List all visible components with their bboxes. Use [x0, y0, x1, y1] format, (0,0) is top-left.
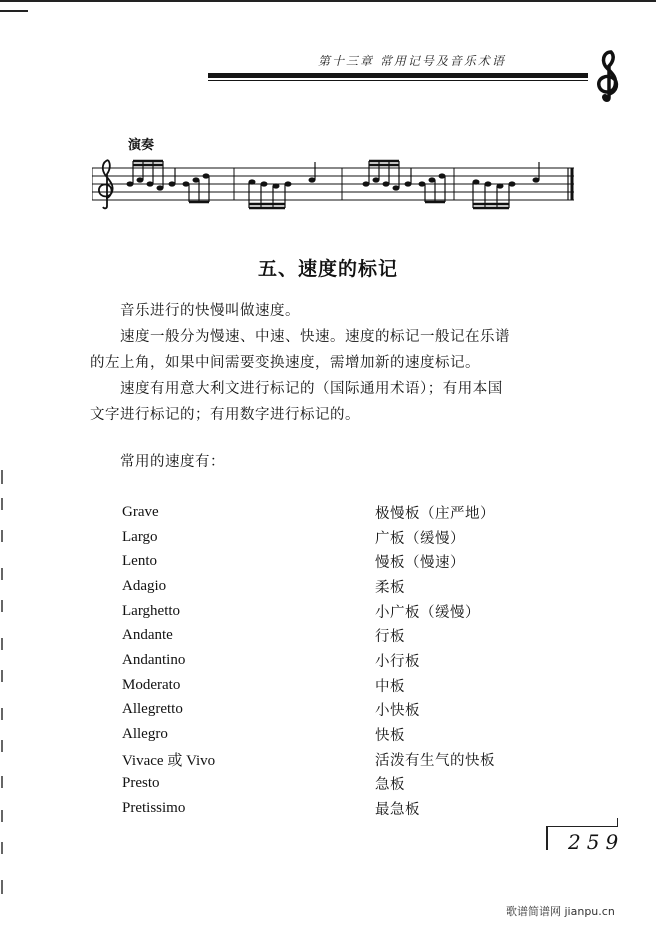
header-bar-thin [208, 80, 588, 81]
watermark: 歌谱简谱网 jianpu.cn [506, 905, 615, 918]
paragraph-line: 音乐进行的快慢叫做速度。 [120, 303, 300, 319]
tempo-term: Allegro [122, 726, 168, 743]
section-heading: 五、速度的标记 [257, 258, 398, 280]
tempo-meaning: 行板 [375, 629, 405, 646]
paragraph-line: 常用的速度有： [120, 454, 225, 470]
tempo-meaning: 极慢板（庄严地） [375, 505, 495, 522]
tempo-term: Presto [122, 775, 160, 792]
tempo-term: Allegretto [122, 701, 183, 718]
example-label: 演奏 [128, 138, 155, 153]
tempo-row [122, 500, 552, 525]
paragraph-line: 的左上角，如果中间需要变换速度，需增加新的速度标记。 [90, 355, 480, 371]
tempo-meaning: 最急板 [375, 802, 420, 819]
tempo-row [122, 722, 552, 747]
tempo-row [122, 549, 552, 574]
chapter-title: 第十三章 常用记号及音乐术语 [318, 54, 506, 68]
tempo-row [122, 574, 552, 599]
paragraph-2 [90, 324, 612, 376]
top-rule [0, 0, 656, 2]
tempo-meaning: 慢板（慢速） [375, 555, 465, 572]
tempo-meaning: 急板 [375, 777, 405, 794]
tempo-term: Pretissimo [122, 800, 186, 817]
tempo-row [122, 772, 552, 797]
paragraph-line: 文字进行标记的；有用数字进行标记的。 [90, 407, 360, 423]
tempo-row [122, 623, 552, 648]
tempo-meaning: 小行板 [375, 653, 420, 670]
page-number-bracket-side [546, 826, 548, 850]
tempo-meaning: 小广板（缓慢） [375, 604, 480, 621]
tempo-term: Grave [122, 503, 159, 520]
tempo-term: Largo [122, 528, 158, 545]
tempo-term: Moderato [122, 676, 181, 693]
binding-margin-marks [0, 470, 6, 910]
paragraph-3 [90, 376, 612, 428]
tempo-row [122, 525, 552, 550]
tempo-row [122, 698, 552, 723]
header-bar [208, 73, 588, 78]
top-corner-mark [0, 10, 28, 12]
page-number-bracket [546, 826, 618, 827]
tempo-term: Larghetto [122, 602, 181, 619]
treble-clef-logo-icon [585, 48, 633, 102]
tempo-row [122, 599, 552, 624]
tempo-row [122, 673, 552, 698]
paragraph-1 [90, 298, 612, 324]
paragraph-4 [90, 449, 612, 475]
tempo-term: Adagio [122, 577, 167, 594]
tempo-term: Vivace 或 Vivo [122, 752, 216, 769]
tempo-term: Lento [122, 553, 157, 570]
tempo-row [122, 796, 552, 821]
tempo-meaning: 广板（缓慢） [375, 530, 465, 547]
tempo-meaning: 柔板 [375, 579, 405, 596]
music-staff [92, 156, 582, 216]
page-number: 259 [568, 830, 625, 854]
tempo-term: Andantino [122, 651, 186, 668]
tempo-meaning: 中板 [375, 678, 405, 695]
tempo-list [122, 500, 552, 821]
tempo-meaning: 小快板 [375, 703, 420, 720]
tempo-row [122, 648, 552, 673]
tempo-meaning: 活泼有生气的快板 [375, 752, 495, 769]
paragraph-line: 速度有用意大利文进行标记的（国际通用术语）；有用本国 [120, 381, 503, 397]
tempo-row [122, 747, 552, 772]
paragraph-line: 速度一般分为慢速、中速、快速。速度的标记一般记在乐谱 [120, 329, 510, 345]
tempo-meaning: 快板 [375, 728, 405, 745]
tempo-term: Andante [122, 627, 173, 644]
